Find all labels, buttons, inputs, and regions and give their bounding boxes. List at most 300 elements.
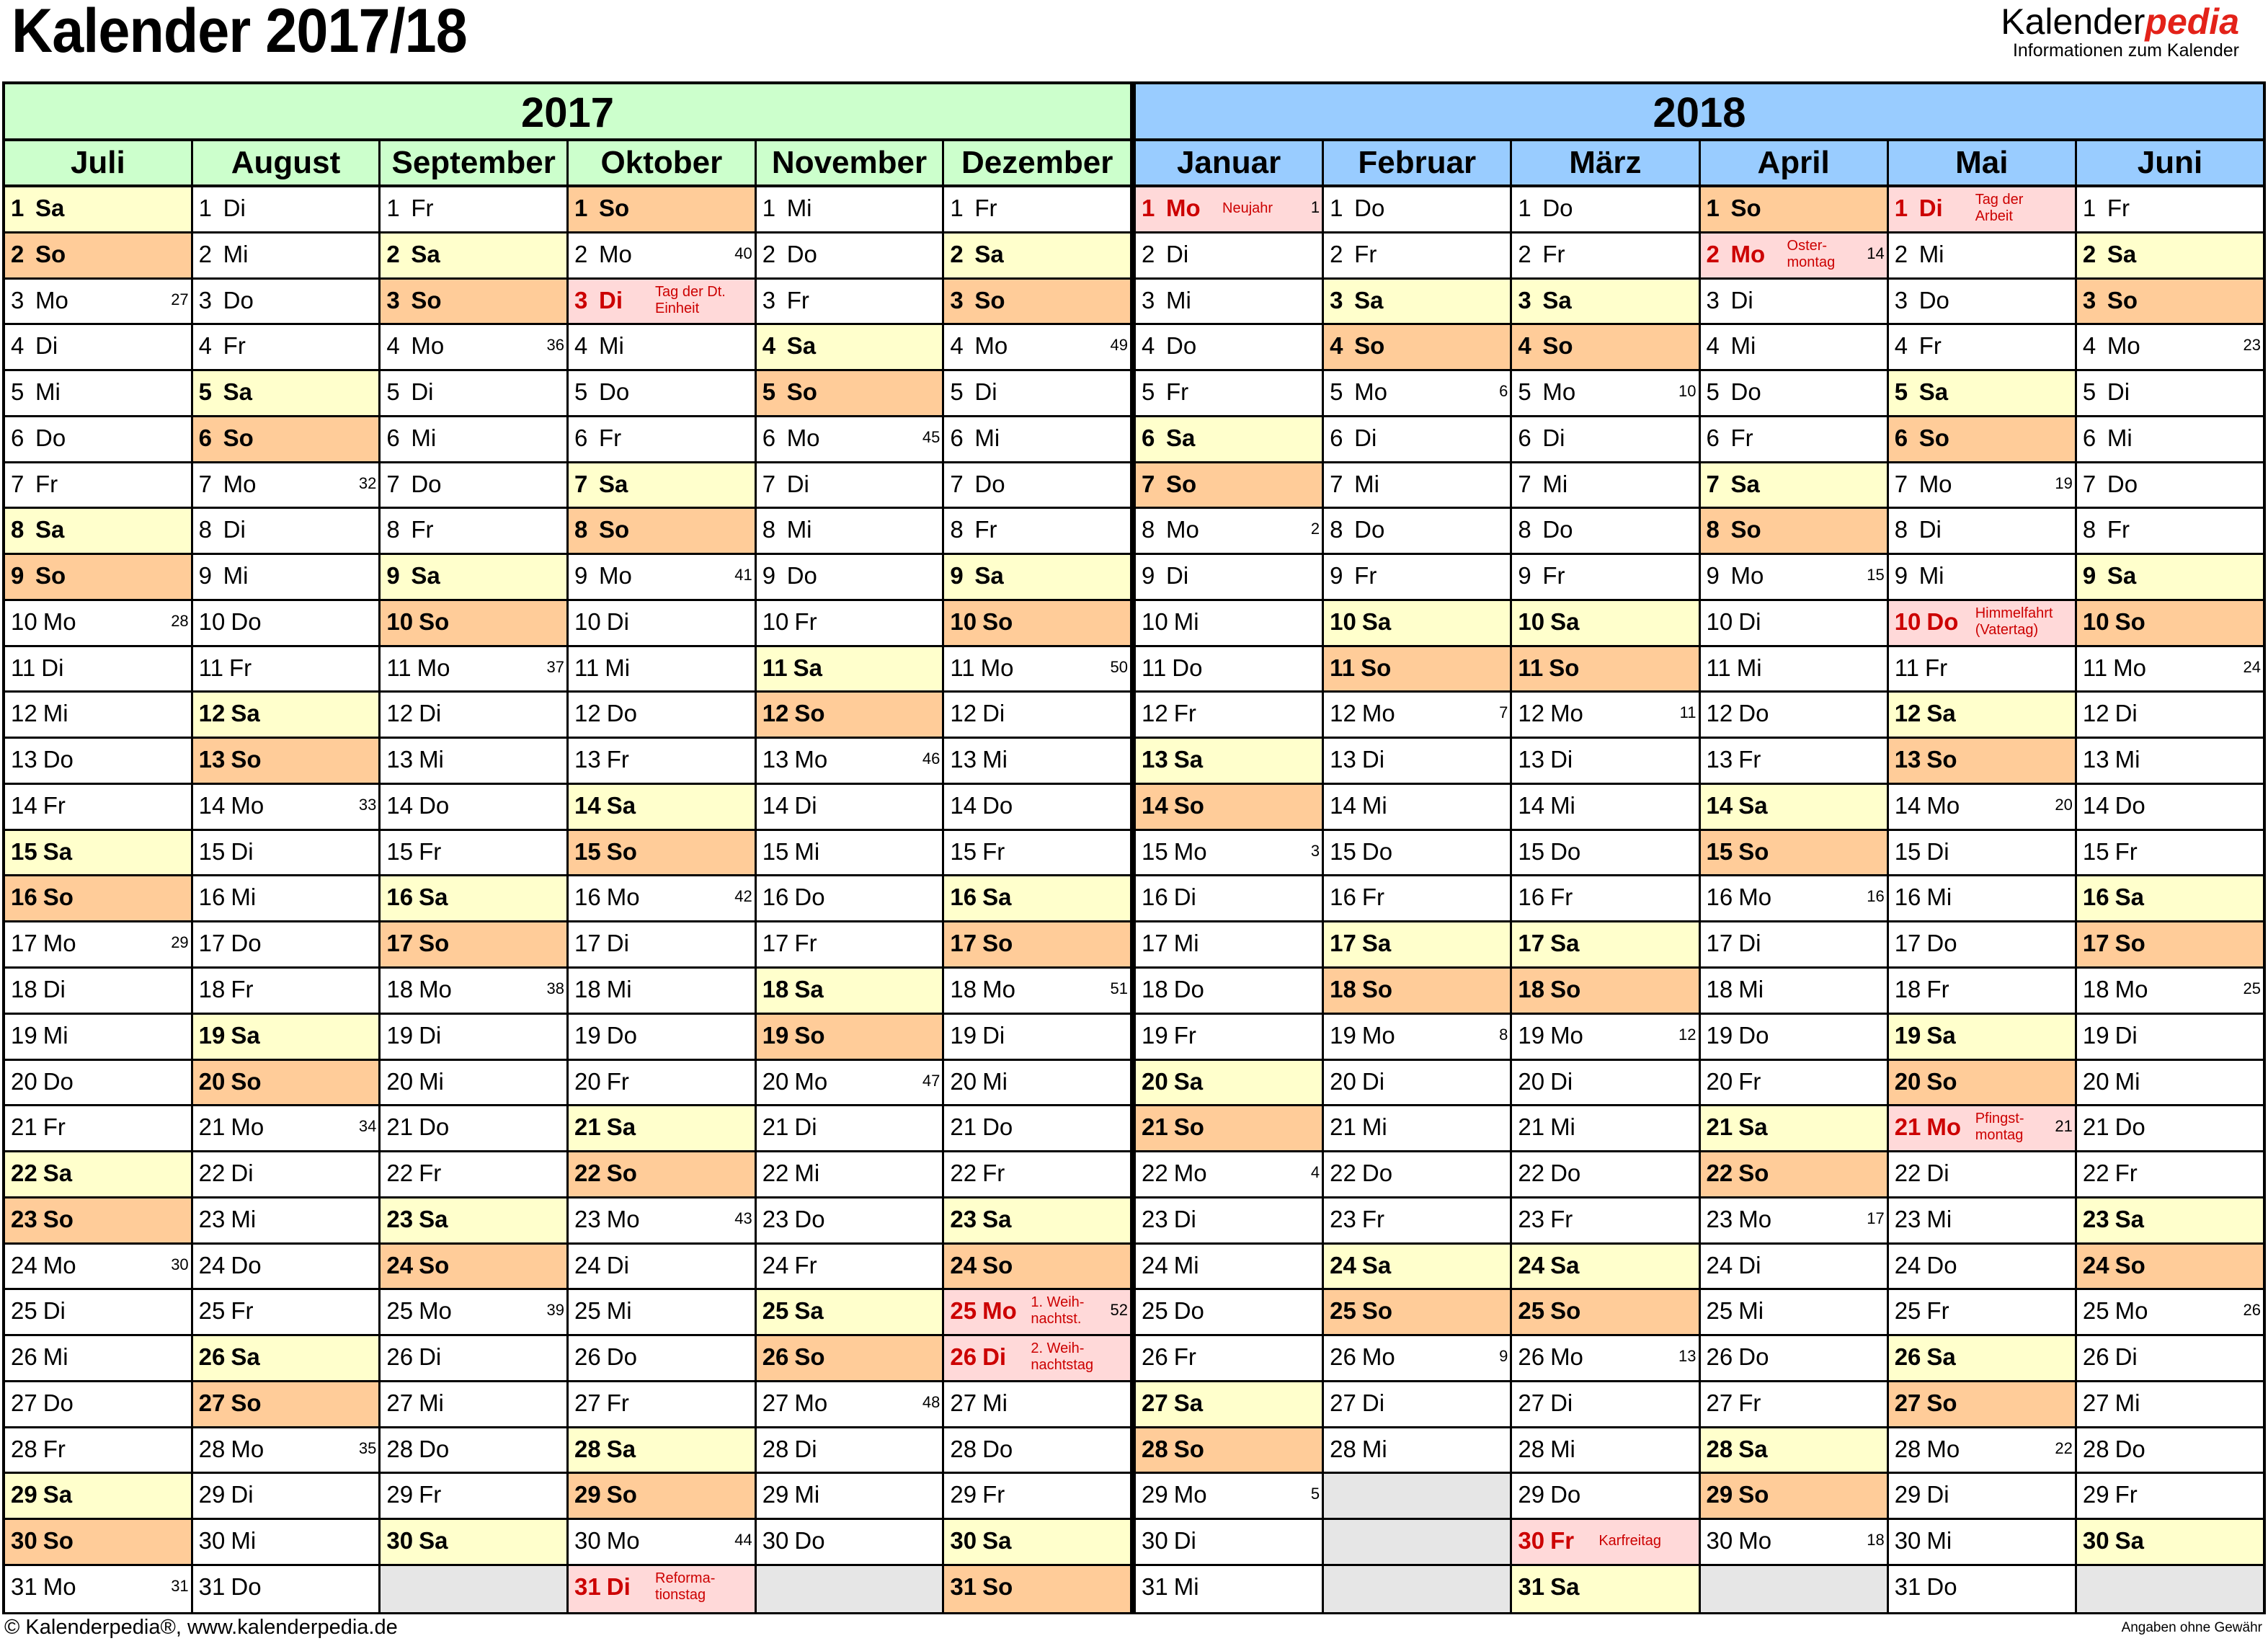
weekday: Mi <box>43 1343 68 1371</box>
week-number: 29 <box>171 933 189 952</box>
weekday: Sa <box>2114 1205 2144 1232</box>
day-number: 25 <box>1706 1297 1733 1325</box>
day-cell <box>1136 280 1322 326</box>
weekday: Sa <box>1738 1113 1768 1141</box>
weekday: Mi <box>1354 470 1379 497</box>
weekday: Do <box>974 470 1005 497</box>
day-cell <box>1324 1245 1510 1291</box>
day-cell <box>193 1290 379 1336</box>
weekday: Sa <box>419 1527 448 1555</box>
day-cell <box>1889 234 2075 280</box>
weekday: Do <box>982 791 1013 819</box>
day-cell <box>5 509 191 555</box>
day-number: 8 <box>1330 516 1343 543</box>
weekday: Di <box>606 930 629 957</box>
day-cell <box>1324 234 1510 280</box>
weekday: Fr <box>231 1297 254 1325</box>
day-cell <box>757 509 943 555</box>
day-number: 18 <box>1706 976 1733 1003</box>
day-number: 5 <box>2082 378 2096 406</box>
weekday: Sa <box>974 240 1004 267</box>
day-cell <box>1136 1198 1322 1245</box>
day-number: 27 <box>574 1389 601 1416</box>
day-cell <box>1324 876 1510 922</box>
weekday: Mo <box>1738 1527 1772 1555</box>
day-number: 19 <box>1142 1021 1168 1049</box>
day-number: 22 <box>950 1160 977 1187</box>
weekday: So <box>223 424 254 451</box>
day-number: 10 <box>1142 608 1168 635</box>
empty-day-cell <box>2077 1566 2263 1612</box>
day-cell <box>5 1106 191 1152</box>
day-cell <box>1136 601 1322 647</box>
day-cell <box>2077 371 2263 417</box>
day-number: 12 <box>762 700 789 727</box>
day-number: 18 <box>1142 976 1168 1003</box>
weekday: Mi <box>223 240 249 267</box>
weekday: Sa <box>793 654 822 681</box>
week-number: 47 <box>922 1071 940 1090</box>
day-number: 11 <box>1142 654 1167 681</box>
week-number: 23 <box>2243 336 2262 355</box>
day-number: 10 <box>1518 608 1545 635</box>
day-number: 18 <box>386 976 414 1003</box>
day-cell <box>944 922 1130 969</box>
week-number: 14 <box>1867 244 1885 262</box>
weekday: So <box>43 1205 74 1232</box>
day-cell <box>757 969 943 1015</box>
day-cell <box>193 922 379 969</box>
weekday: Sa <box>231 700 260 727</box>
week-number: 20 <box>2055 795 2073 814</box>
day-cell <box>2077 1520 2263 1566</box>
weekday: Mi <box>1173 930 1199 957</box>
day-number: 15 <box>1518 837 1545 865</box>
weekday: Fr <box>974 516 997 543</box>
day-number: 1 <box>762 195 776 221</box>
day-cell <box>381 509 566 555</box>
day-cell <box>381 1198 566 1245</box>
weekday: Sa <box>1738 791 1768 819</box>
day-cell <box>1136 1428 1322 1475</box>
day-cell <box>1136 417 1322 463</box>
weekday: So <box>1926 1067 1957 1095</box>
day-cell <box>193 1061 379 1107</box>
weekday: Do <box>606 1343 637 1371</box>
day-number: 4 <box>762 332 776 360</box>
empty-day-cell <box>1324 1520 1510 1566</box>
day-number: 6 <box>950 424 964 451</box>
holiday-cell <box>1889 1106 2075 1152</box>
week-number: 31 <box>171 1576 189 1595</box>
day-number: 8 <box>11 516 25 543</box>
weekday: Di <box>35 332 58 360</box>
day-cell <box>569 693 755 739</box>
day-cell <box>1701 509 1887 555</box>
day-number: 5 <box>1894 378 1908 406</box>
day-cell <box>1889 785 2075 831</box>
day-number: 26 <box>950 1343 977 1371</box>
weekday: Sa <box>982 884 1012 911</box>
day-number: 27 <box>1330 1389 1356 1416</box>
weekday: Di <box>419 1343 442 1371</box>
weekday: Di <box>2114 700 2138 727</box>
month-column <box>1512 141 1700 1612</box>
weekday: Di <box>606 1573 631 1600</box>
day-cell <box>5 1566 191 1612</box>
day-number: 21 <box>574 1113 601 1141</box>
day-number: 31 <box>1894 1573 1921 1600</box>
day-cell <box>569 739 755 785</box>
day-cell <box>193 417 379 463</box>
day-cell <box>1136 1474 1322 1520</box>
day-number: 9 <box>1706 562 1720 590</box>
weekday: Sa <box>1166 424 1196 451</box>
day-cell <box>569 1290 755 1336</box>
weekday: Di <box>786 470 809 497</box>
weekday: Do <box>599 378 630 406</box>
weekday: Fr <box>599 424 622 451</box>
weekday: So <box>2114 1251 2145 1278</box>
day-cell <box>2077 1061 2263 1107</box>
day-number: 1 <box>2082 195 2096 221</box>
weekday: Do <box>419 1435 450 1462</box>
weekday: Sa <box>1730 470 1760 497</box>
day-cell <box>1512 601 1698 647</box>
weekday: So <box>2114 930 2145 957</box>
day-cell <box>757 187 943 234</box>
day-number: 1 <box>950 195 964 221</box>
day-number: 8 <box>950 516 964 543</box>
day-cell <box>1889 831 2075 877</box>
day-cell <box>757 1198 943 1245</box>
weekday: Fr <box>1173 1343 1196 1371</box>
weekday: Sa <box>419 884 448 911</box>
day-cell <box>569 1152 755 1198</box>
weekday: Do <box>1550 837 1581 865</box>
weekday: Mi <box>1550 1435 1575 1462</box>
day-cell <box>1889 1382 2075 1428</box>
day-number: 14 <box>2082 791 2109 819</box>
day-cell <box>381 1015 566 1061</box>
day-number: 26 <box>11 1343 37 1371</box>
day-cell <box>757 693 943 739</box>
weekday: Mo <box>794 746 828 773</box>
weekday: Fr <box>1354 562 1377 590</box>
weekday: Fr <box>1926 976 1949 1003</box>
day-cell <box>381 280 566 326</box>
day-number: 23 <box>1706 1205 1733 1232</box>
weekday: Mo <box>1542 378 1576 406</box>
day-number: 15 <box>386 837 414 865</box>
weekday: Mo <box>786 424 820 451</box>
day-number: 27 <box>11 1389 37 1416</box>
day-cell <box>193 876 379 922</box>
weekday: Mo <box>974 332 1008 360</box>
day-cell <box>1512 280 1698 326</box>
day-cell <box>1701 1474 1887 1520</box>
weekday: Do <box>1542 195 1573 221</box>
weekday: Fr <box>411 516 434 543</box>
weekday: Mo <box>411 332 445 360</box>
day-cell <box>569 1245 755 1291</box>
day-cell <box>1136 371 1322 417</box>
day-cell <box>1136 647 1322 693</box>
day-number: 7 <box>1518 470 1531 497</box>
weekday: So <box>43 884 74 911</box>
day-cell <box>193 1520 379 1566</box>
weekday: Fr <box>419 837 442 865</box>
day-number: 22 <box>1706 1160 1733 1187</box>
day-cell <box>944 463 1130 510</box>
weekday: Sa <box>599 470 628 497</box>
day-cell <box>1324 785 1510 831</box>
weekday: Di <box>231 1481 254 1508</box>
weekday: Do <box>1738 1021 1769 1049</box>
week-number: 18 <box>1867 1531 1885 1549</box>
day-cell <box>5 1152 191 1198</box>
week-number: 21 <box>2055 1117 2073 1136</box>
month-column <box>1701 141 1889 1612</box>
day-cell <box>1701 280 1887 326</box>
day-cell <box>1701 1015 1887 1061</box>
day-cell <box>1701 785 1887 831</box>
day-cell <box>5 1290 191 1336</box>
day-cell <box>1701 417 1887 463</box>
day-number: 5 <box>1518 378 1531 406</box>
weekday: Do <box>794 884 825 911</box>
weekday: Do <box>982 1113 1013 1141</box>
day-cell <box>1512 831 1698 877</box>
weekday: Sa <box>1926 1343 1956 1371</box>
day-cell <box>2077 1474 2263 1520</box>
day-number: 8 <box>762 516 776 543</box>
day-number: 15 <box>198 837 226 865</box>
weekday: Mo <box>606 884 640 911</box>
day-cell <box>381 876 566 922</box>
weekday: Fr <box>2107 195 2130 221</box>
week-number: 33 <box>358 795 377 814</box>
weekday: Mo <box>1926 791 1960 819</box>
day-cell <box>2077 555 2263 601</box>
weekday: Do <box>1918 286 1949 313</box>
day-cell <box>2077 693 2263 739</box>
day-cell <box>5 1198 191 1245</box>
day-cell <box>1512 693 1698 739</box>
day-cell <box>381 739 566 785</box>
day-cell <box>944 1428 1130 1475</box>
weekday: Mi <box>1166 286 1191 313</box>
weekday: Fr <box>2114 1481 2138 1508</box>
day-cell <box>1701 1061 1887 1107</box>
day-number: 13 <box>762 746 789 773</box>
weekday: Sa <box>43 1160 73 1187</box>
weekday: Fr <box>2114 1160 2138 1187</box>
weekday: Do <box>1173 1297 1204 1325</box>
weekday: Do <box>606 1021 637 1049</box>
weekday: Sa <box>1354 286 1384 313</box>
day-cell <box>944 647 1130 693</box>
weekday: So <box>35 562 66 590</box>
weekday: Do <box>223 286 254 313</box>
day-number: 12 <box>1330 700 1356 727</box>
day-cell <box>1701 831 1887 877</box>
week-number: 9 <box>1499 1347 1508 1366</box>
day-number: 3 <box>1330 286 1343 313</box>
day-cell <box>569 371 755 417</box>
weekday: Sa <box>1926 700 1956 727</box>
logo-tagline: Informationen zum Kalender <box>2012 40 2239 61</box>
day-cell <box>381 1152 566 1198</box>
holiday-cell <box>944 1290 1130 1336</box>
day-number: 29 <box>386 1481 414 1508</box>
weekday: Do <box>43 1389 74 1416</box>
day-cell <box>5 969 191 1015</box>
month-header: Dezember <box>944 141 1130 187</box>
day-cell <box>757 1428 943 1475</box>
day-cell <box>1701 739 1887 785</box>
day-number: 2 <box>1894 240 1908 267</box>
weekday: So <box>982 930 1013 957</box>
week-number: 30 <box>171 1255 189 1273</box>
day-number: 11 <box>762 654 788 681</box>
day-number: 10 <box>1330 608 1356 635</box>
weekday: So <box>786 378 817 406</box>
week-number: 44 <box>734 1531 752 1549</box>
holiday-cell <box>1701 234 1887 280</box>
day-cell <box>1701 187 1887 234</box>
day-number: 21 <box>1518 1113 1545 1141</box>
day-cell <box>1512 969 1698 1015</box>
weekday: Di <box>1730 286 1753 313</box>
day-number: 16 <box>950 884 977 911</box>
weekday: Do <box>2114 1113 2145 1141</box>
day-cell <box>381 1290 566 1336</box>
weekday: Mo <box>1361 700 1395 727</box>
day-number: 19 <box>386 1021 414 1049</box>
day-cell <box>757 234 943 280</box>
weekday: Mo <box>43 1251 76 1278</box>
day-cell <box>1889 1566 2075 1612</box>
day-number: 18 <box>1518 976 1545 1003</box>
weekday: So <box>1730 195 1761 221</box>
day-cell <box>1512 1290 1698 1336</box>
day-number: 23 <box>2082 1205 2109 1232</box>
day-number: 16 <box>1894 884 1921 911</box>
day-number: 3 <box>1894 286 1908 313</box>
day-cell <box>5 739 191 785</box>
week-number: 41 <box>734 566 752 584</box>
day-cell <box>5 785 191 831</box>
weekday: Do <box>982 1435 1013 1462</box>
day-number: 30 <box>1894 1527 1921 1555</box>
weekday: Mo <box>1738 1205 1772 1232</box>
day-cell <box>1512 187 1698 234</box>
day-cell <box>193 831 379 877</box>
day-cell <box>1324 693 1510 739</box>
day-number: 11 <box>950 654 975 681</box>
weekday: Mi <box>1361 1435 1387 1462</box>
day-cell <box>381 234 566 280</box>
day-cell <box>1324 739 1510 785</box>
day-cell <box>193 187 379 234</box>
holiday-label: Himmelfahrt (Vatertag) <box>1975 605 2053 638</box>
weekday: Do <box>1926 608 1959 635</box>
day-cell <box>569 187 755 234</box>
weekday: Mo <box>1730 240 1766 267</box>
day-cell <box>5 1520 191 1566</box>
day-number: 4 <box>1706 332 1720 360</box>
day-cell <box>1136 1015 1322 1061</box>
day-number: 16 <box>1330 884 1356 911</box>
weekday: Di <box>1166 240 1189 267</box>
weekday: Mi <box>1173 608 1199 635</box>
weekday: So <box>419 930 450 957</box>
weekday: Sa <box>1361 930 1392 957</box>
day-number: 11 <box>1330 654 1356 681</box>
month-column <box>944 141 1130 1612</box>
weekday: Mi <box>786 516 812 543</box>
day-number: 26 <box>1518 1343 1545 1371</box>
day-cell <box>944 969 1130 1015</box>
day-number: 11 <box>198 654 223 681</box>
weekday: Sa <box>1550 1573 1580 1600</box>
day-number: 28 <box>1330 1435 1356 1462</box>
day-number: 6 <box>11 424 25 451</box>
weekday: Di <box>1173 1205 1196 1232</box>
day-cell <box>1136 876 1322 922</box>
weekday: Do <box>2114 791 2145 819</box>
day-number: 31 <box>1518 1573 1545 1600</box>
day-number: 12 <box>198 700 226 727</box>
week-number: 45 <box>922 427 940 446</box>
weekday: Sa <box>43 837 73 865</box>
weekday: So <box>411 286 442 313</box>
day-cell <box>5 1015 191 1061</box>
day-number: 30 <box>574 1527 601 1555</box>
weekday: Fr <box>1173 1021 1196 1049</box>
day-number: 24 <box>1518 1251 1545 1278</box>
weekday: Mi <box>43 1021 68 1049</box>
day-number: 5 <box>198 378 213 406</box>
day-cell <box>1512 234 1698 280</box>
day-number: 28 <box>11 1435 37 1462</box>
day-number: 22 <box>1142 1160 1168 1187</box>
week-number: 50 <box>1110 657 1129 676</box>
day-cell <box>1512 1061 1698 1107</box>
weekday: Mi <box>982 1067 1008 1095</box>
day-number: 9 <box>1894 562 1908 590</box>
day-number: 20 <box>11 1067 37 1095</box>
day-cell <box>381 325 566 371</box>
weekday: Do <box>1926 1573 1957 1600</box>
day-number: 12 <box>1142 700 1168 727</box>
day-cell <box>944 1106 1130 1152</box>
day-cell <box>757 1290 943 1336</box>
day-cell <box>757 922 943 969</box>
day-number: 3 <box>386 286 400 313</box>
day-cell <box>1136 1566 1322 1612</box>
day-cell <box>1512 876 1698 922</box>
day-number: 6 <box>1894 424 1908 451</box>
day-cell <box>2077 969 2263 1015</box>
weekday: Mo <box>1550 700 1583 727</box>
day-cell <box>1136 1336 1322 1382</box>
day-cell <box>2077 1198 2263 1245</box>
weekday: Fr <box>606 1389 629 1416</box>
weekday: Mi <box>794 837 820 865</box>
day-number: 2 <box>198 240 213 267</box>
